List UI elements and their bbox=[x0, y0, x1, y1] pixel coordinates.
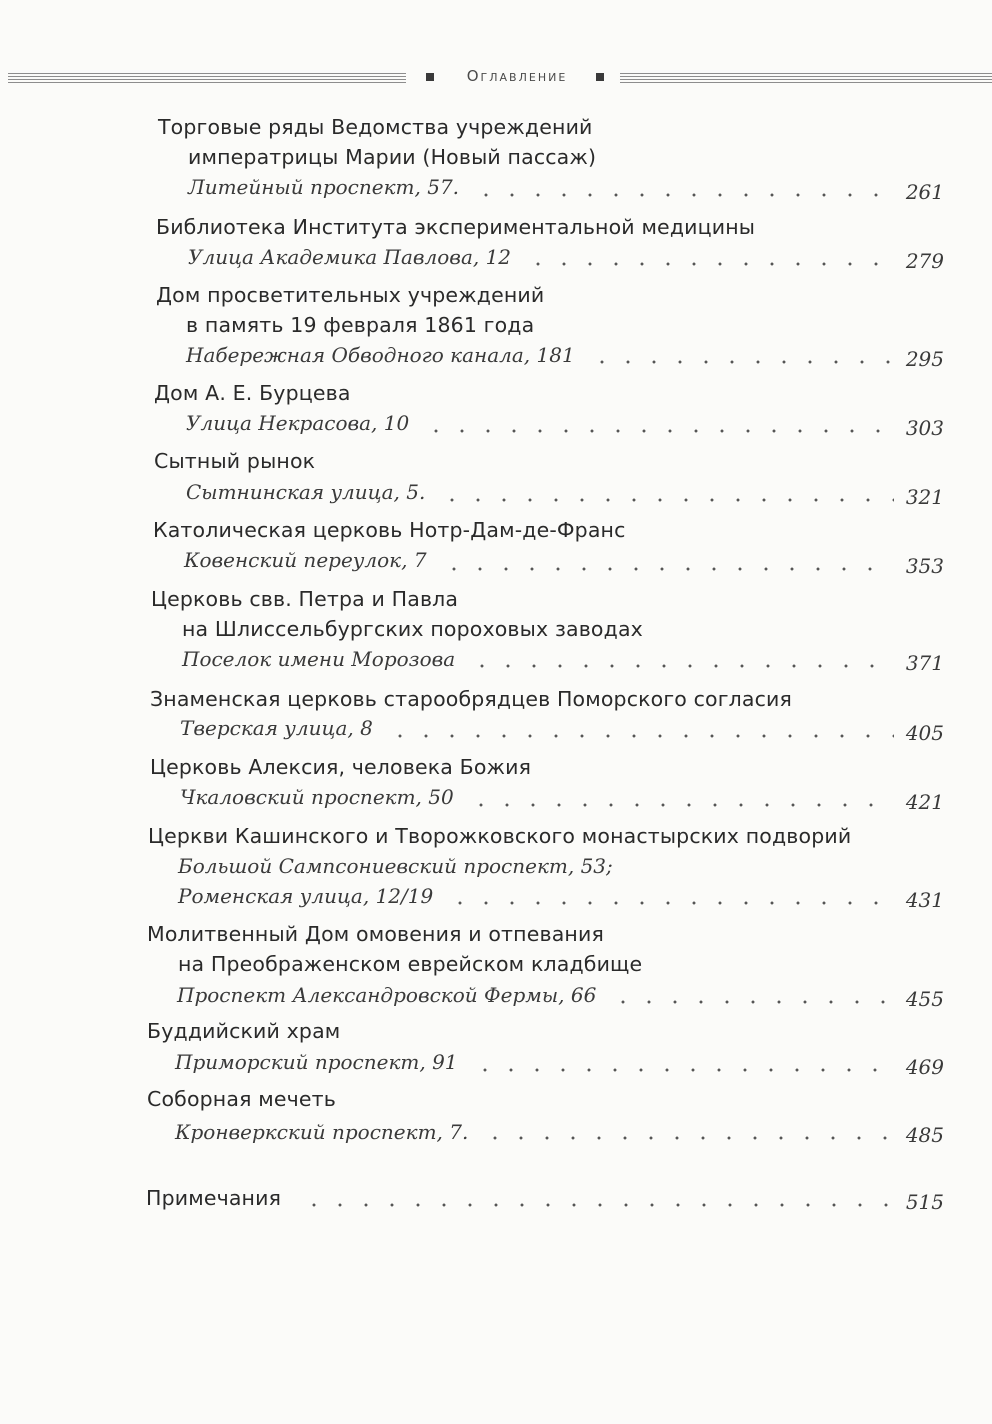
dot-leader bbox=[441, 566, 894, 572]
page-number: 421 bbox=[905, 790, 944, 814]
entry-address: Большой Сампсониевский проспект, 53; bbox=[178, 854, 613, 878]
page-number: 295 bbox=[905, 347, 944, 371]
entry-address: Чкаловский проспект, 50 bbox=[180, 785, 454, 809]
entry-title: Дом просветительных учреждений bbox=[156, 283, 545, 307]
entry-title: Католическая церковь Нотр-Дам-де-Франс bbox=[153, 518, 626, 542]
entry-title: Церковь свв. Петра и Павла bbox=[151, 587, 459, 611]
notes-title: Примечания bbox=[146, 1186, 282, 1210]
entry-address: Тверская улица, 8 bbox=[180, 716, 373, 740]
page-number: 469 bbox=[905, 1055, 944, 1079]
entry-title: Соборная мечеть bbox=[147, 1087, 336, 1111]
entry-address: Роменская улица, 12/19 bbox=[178, 884, 434, 908]
page-number: 261 bbox=[905, 180, 944, 204]
entry-title: Церковь Алексия, человека Божия bbox=[150, 755, 532, 779]
entry-address: Улица Академика Павлова, 12 bbox=[188, 245, 512, 269]
entry-address: Приморский проспект, 91 bbox=[175, 1050, 458, 1074]
entry-address: Улица Некрасова, 10 bbox=[186, 411, 410, 435]
page-number: 515 bbox=[905, 1190, 944, 1214]
entry-title: Молитвенный Дом омовения и отпевания bbox=[147, 922, 604, 946]
dot-leader bbox=[447, 900, 894, 906]
page-number: 279 bbox=[905, 249, 944, 273]
entry-title: Церкви Кашинского и Творожковского монастырских подворий bbox=[148, 824, 852, 848]
page-number: 431 bbox=[905, 888, 944, 912]
page-number: 321 bbox=[905, 485, 944, 509]
dot-leader bbox=[469, 663, 894, 669]
entry-title: Библиотека Института экспериментальной медицины bbox=[156, 215, 756, 239]
entry-title: императрицы Марии (Новый пассаж) bbox=[188, 145, 597, 169]
page-number: 405 bbox=[905, 721, 944, 745]
header-title: Оглавление bbox=[466, 67, 568, 85]
entry-address: Проспект Александровской Фермы, 66 bbox=[177, 983, 597, 1007]
entry-title: Торговые ряды Ведомства учреждений bbox=[158, 115, 593, 139]
entry-address: Сытнинская улица, 5. bbox=[186, 480, 426, 504]
entry-title: Буддийский храм bbox=[147, 1019, 341, 1043]
entry-address: Литейный проспект, 57. bbox=[188, 175, 460, 199]
entry-title: Знаменская церковь старообрядцев Поморского согласия bbox=[150, 687, 793, 711]
dot-leader bbox=[610, 999, 894, 1005]
dot-leader bbox=[589, 359, 894, 365]
page-number: 303 bbox=[905, 416, 944, 440]
dot-leader bbox=[482, 1135, 894, 1141]
page-number: 455 bbox=[905, 987, 944, 1011]
dot-leader bbox=[423, 428, 894, 434]
entry-address: Кронверкский проспект, 7. bbox=[175, 1120, 469, 1144]
dot-leader bbox=[301, 1202, 894, 1208]
dot-leader bbox=[387, 733, 894, 739]
entry-address: Ковенский переулок, 7 bbox=[184, 548, 427, 572]
page-number: 485 bbox=[905, 1123, 944, 1147]
dot-leader bbox=[439, 497, 894, 503]
entry-title: в память 19 февраля 1861 года bbox=[186, 313, 535, 337]
entry-title: Дом А. Е. Бурцева bbox=[154, 381, 351, 405]
entry-title: Сытный рынок bbox=[154, 449, 316, 473]
entry-title: на Шлиссельбургских пороховых заводах bbox=[182, 617, 643, 641]
dot-leader bbox=[473, 192, 894, 198]
dot-leader bbox=[525, 261, 894, 267]
dot-leader bbox=[472, 1067, 894, 1073]
page-number: 353 bbox=[905, 554, 944, 578]
entry-title: на Преображенском еврейском кладбище bbox=[178, 952, 643, 976]
entry-address: Набережная Обводного канала, 181 bbox=[186, 343, 575, 367]
entry-address: Поселок имени Морозова bbox=[182, 647, 456, 671]
page-number: 371 bbox=[905, 651, 944, 675]
dot-leader bbox=[468, 802, 894, 808]
